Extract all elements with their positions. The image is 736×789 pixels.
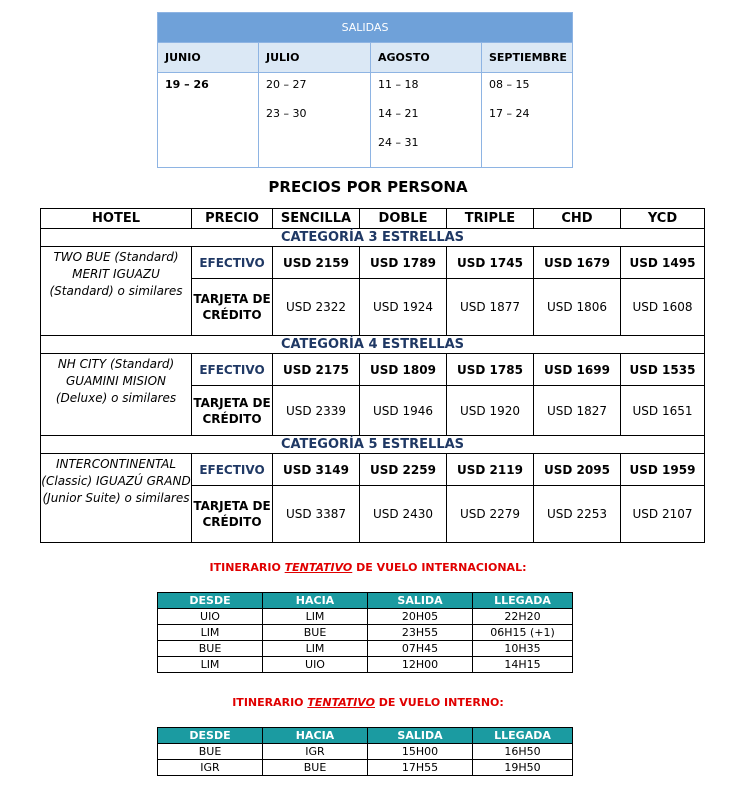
month-agosto: AGOSTO xyxy=(371,43,482,73)
table-row xyxy=(158,641,573,657)
cell-desde: LIM xyxy=(158,625,263,641)
cell-salida: 17H55 xyxy=(368,760,473,776)
month-julio: JULIO xyxy=(259,43,371,73)
itinerario-interno-title xyxy=(0,696,736,709)
salidas-header: SALIDAS xyxy=(158,13,573,43)
price-cell: USD 2253 xyxy=(534,486,621,543)
price-cell: USD 3149 xyxy=(273,454,360,486)
dates-agosto xyxy=(371,73,482,168)
price-cell: USD 2119 xyxy=(447,454,534,486)
col-llegada: LLEGADA xyxy=(473,593,573,609)
cell-salida: 23H55 xyxy=(368,625,473,641)
cell-desde: LIM xyxy=(158,657,263,673)
hotel-names: TWO BUE (Standard) MERIT IGUAZU (Standard) o similares xyxy=(41,247,192,336)
price-table xyxy=(40,208,705,543)
cell-llegada: 22H20 xyxy=(473,609,573,625)
hotel-names: NH CITY (Standard) GUAMINI MISION (Deluxe) o similares xyxy=(41,354,192,436)
efectivo-label: EFECTIVO xyxy=(192,247,273,279)
cell-salida: 12H00 xyxy=(368,657,473,673)
price-cell: USD 3387 xyxy=(273,486,360,543)
category-title: CATEGORÍA 4 ESTRELLAS xyxy=(41,336,705,354)
price-cell: USD 2107 xyxy=(621,486,705,543)
title-text: DE VUELO INTERNACIONAL: xyxy=(352,561,527,574)
date-range: 11 – 18 xyxy=(378,78,419,91)
cell-salida: 07H45 xyxy=(368,641,473,657)
date-range: 17 – 24 xyxy=(489,107,530,120)
table-row xyxy=(158,744,573,760)
price-cell: USD 1809 xyxy=(360,354,447,386)
cell-hacia: UIO xyxy=(263,657,368,673)
itinerario-internacional-title xyxy=(0,561,736,574)
price-cell: USD 1946 xyxy=(360,386,447,436)
date-range: 20 – 27 xyxy=(266,78,307,91)
itinerario-interno-table xyxy=(157,727,573,776)
title-emphasis: TENTATIVO xyxy=(307,696,375,709)
price-cell: USD 2175 xyxy=(273,354,360,386)
category-title: CATEGORÍA 3 ESTRELLAS xyxy=(41,229,705,247)
col-llegada: LLEGADA xyxy=(473,728,573,744)
price-cell: USD 1877 xyxy=(447,279,534,336)
date-range: 23 – 30 xyxy=(266,107,307,120)
cell-desde: BUE xyxy=(158,744,263,760)
dates-septiembre xyxy=(482,73,573,168)
price-cell: USD 1827 xyxy=(534,386,621,436)
price-cell: USD 1959 xyxy=(621,454,705,486)
cell-llegada: 16H50 xyxy=(473,744,573,760)
month-junio: JUNIO xyxy=(158,43,259,73)
title-text: ITINERARIO xyxy=(232,696,308,709)
col-desde: DESDE xyxy=(158,728,263,744)
col-salida: SALIDA xyxy=(368,728,473,744)
col-doble: DOBLE xyxy=(360,209,447,229)
price-cell: USD 2322 xyxy=(273,279,360,336)
category-title: CATEGORÍA 5 ESTRELLAS xyxy=(41,436,705,454)
cell-llegada: 06H15 (+1) xyxy=(473,625,573,641)
cell-salida: 20H05 xyxy=(368,609,473,625)
tarjeta-label: TARJETA DE CRÉDITO xyxy=(192,279,273,336)
cell-llegada: 14H15 xyxy=(473,657,573,673)
date-range: 19 – 26 xyxy=(165,78,209,91)
salidas-table xyxy=(157,12,573,168)
price-cell: USD 1699 xyxy=(534,354,621,386)
cell-desde: IGR xyxy=(158,760,263,776)
dates-junio xyxy=(158,73,259,168)
price-cell: USD 2430 xyxy=(360,486,447,543)
date-range: 08 – 15 xyxy=(489,78,530,91)
date-range: 14 – 21 xyxy=(378,107,419,120)
table-row xyxy=(158,609,573,625)
col-precio: PRECIO xyxy=(192,209,273,229)
title-emphasis: TENTATIVO xyxy=(284,561,353,574)
col-triple: TRIPLE xyxy=(447,209,534,229)
table-row xyxy=(158,760,573,776)
title-text: ITINERARIO xyxy=(209,561,285,574)
tarjeta-label: TARJETA DE CRÉDITO xyxy=(192,486,273,543)
price-cell: USD 1920 xyxy=(447,386,534,436)
price-cell: USD 1535 xyxy=(621,354,705,386)
itinerario-internacional-table xyxy=(157,592,573,673)
col-desde: DESDE xyxy=(158,593,263,609)
col-sencilla: SENCILLA xyxy=(273,209,360,229)
price-cell: USD 2339 xyxy=(273,386,360,436)
price-cell: USD 2159 xyxy=(273,247,360,279)
price-cell: USD 1651 xyxy=(621,386,705,436)
precios-title: PRECIOS POR PERSONA xyxy=(268,178,468,196)
price-cell: USD 1608 xyxy=(621,279,705,336)
col-chd: CHD xyxy=(534,209,621,229)
price-cell: USD 2095 xyxy=(534,454,621,486)
cell-llegada: 19H50 xyxy=(473,760,573,776)
price-cell: USD 2279 xyxy=(447,486,534,543)
hotel-names: INTERCONTINENTAL (Classic) IGUAZÚ GRAND (Junior Suite) o similares xyxy=(41,454,192,543)
cell-hacia: LIM xyxy=(263,609,368,625)
dates-julio xyxy=(259,73,371,168)
efectivo-label: EFECTIVO xyxy=(192,354,273,386)
price-cell: USD 1806 xyxy=(534,279,621,336)
table-row xyxy=(158,657,573,673)
cell-hacia: BUE xyxy=(263,760,368,776)
tarjeta-label: TARJETA DE CRÉDITO xyxy=(192,386,273,436)
price-cell: USD 1789 xyxy=(360,247,447,279)
col-hotel: HOTEL xyxy=(41,209,192,229)
title-text: DE VUELO INTERNO: xyxy=(374,696,504,709)
date-range: 24 – 31 xyxy=(378,136,419,149)
col-hacia: HACIA xyxy=(263,593,368,609)
cell-hacia: IGR xyxy=(263,744,368,760)
price-cell: USD 1495 xyxy=(621,247,705,279)
table-row xyxy=(158,625,573,641)
month-septiembre: SEPTIEMBRE xyxy=(482,43,573,73)
price-cell: USD 1679 xyxy=(534,247,621,279)
price-cell: USD 2259 xyxy=(360,454,447,486)
cell-desde: BUE xyxy=(158,641,263,657)
cell-hacia: LIM xyxy=(263,641,368,657)
price-cell: USD 1785 xyxy=(447,354,534,386)
col-hacia: HACIA xyxy=(263,728,368,744)
efectivo-label: EFECTIVO xyxy=(192,454,273,486)
cell-hacia: BUE xyxy=(263,625,368,641)
price-cell: USD 1745 xyxy=(447,247,534,279)
cell-salida: 15H00 xyxy=(368,744,473,760)
col-salida: SALIDA xyxy=(368,593,473,609)
price-cell: USD 1924 xyxy=(360,279,447,336)
cell-llegada: 10H35 xyxy=(473,641,573,657)
col-ycd: YCD xyxy=(621,209,705,229)
cell-desde: UIO xyxy=(158,609,263,625)
